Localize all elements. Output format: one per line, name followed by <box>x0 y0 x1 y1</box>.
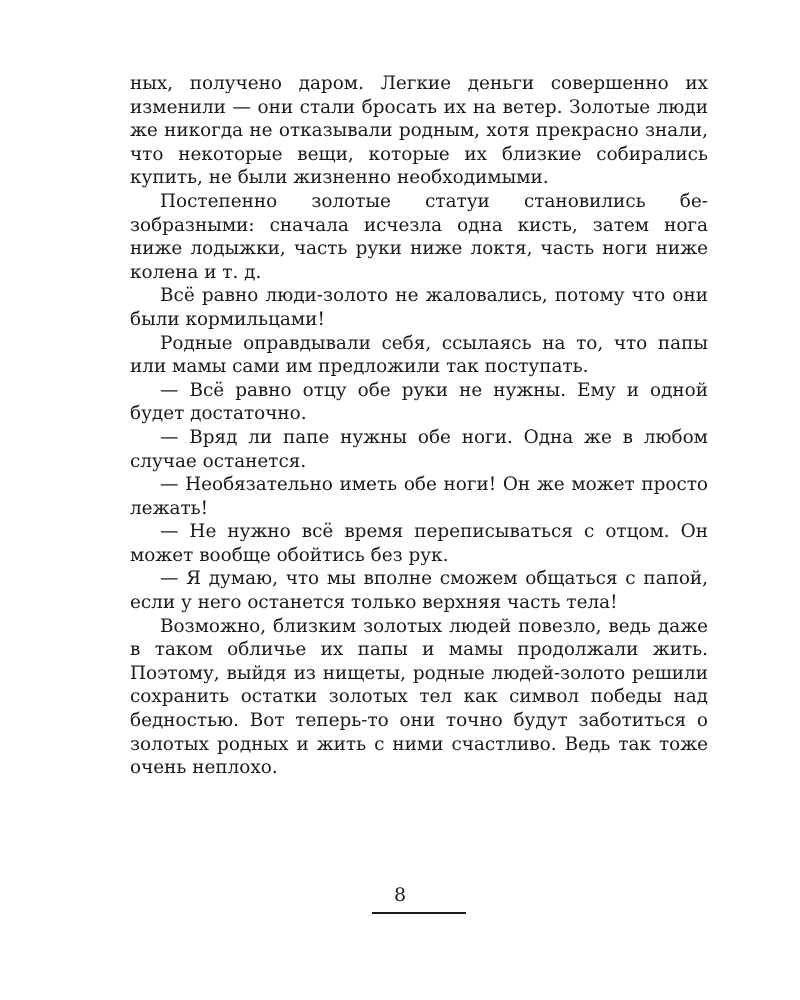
dialogue-line-2: — Вряд ли папе нужны обе ноги. Одна же в любом случае останется. <box>130 426 708 472</box>
dialogue-line-1: — Всё равно отцу обе руки не нужны. Ему и одной будет достаточно. <box>130 379 708 425</box>
paragraph-1: ных, получено даром. Легкие деньги совершенно их изменили — они стали бросать их на ветер. Золотые люди же никогда не отказывали родным, хотя прекрасно знали, что некоторые вещи, которые их близкие собирались купить, не были жизненно необходимыми. <box>130 73 708 189</box>
dialogue-line-3: — Необязательно иметь обе ноги! Он же может просто лежать! <box>130 474 708 519</box>
paragraph-final: Возможно, близким золотых людей повезло, ведь даже в таком обличье их папы и мамы продолжали жить. Поэтому, выйдя из нищеты, родные людей-золото решили сохранить остатки золотых тел как символ победы над бедностью. Вот теперь-то они точно будут заботиться о золотых родных и жить с ними счастливо. Ведь так тоже очень неплохо. <box>130 615 708 779</box>
page-number: 8 <box>393 884 407 906</box>
dialogue-line-5: — Я думаю, что мы вполне сможем общаться с папой, если у него останется только верхняя часть тела! <box>130 568 708 614</box>
paragraph-4: Родные оправдывали себя, ссылаясь на то, что папы или мамы сами им предложили так поступать. <box>130 332 708 378</box>
dialogue-line-4: — Не нужно всё время переписываться с отцом. Он может вообще обойтись без рук. <box>130 521 708 566</box>
page-number-rule <box>372 912 466 914</box>
paragraph-2: Постепенно золотые статуи становились безобразными: сначала исчезла одна кисть, затем нога ниже лодыжки, часть руки ниже локтя, часть ноги ниже колена и т. д. <box>130 190 708 283</box>
paragraph-3: Всё равно люди-золото не жаловались, потому что они были кормильцами! <box>130 285 708 330</box>
page-body <box>130 72 708 780</box>
